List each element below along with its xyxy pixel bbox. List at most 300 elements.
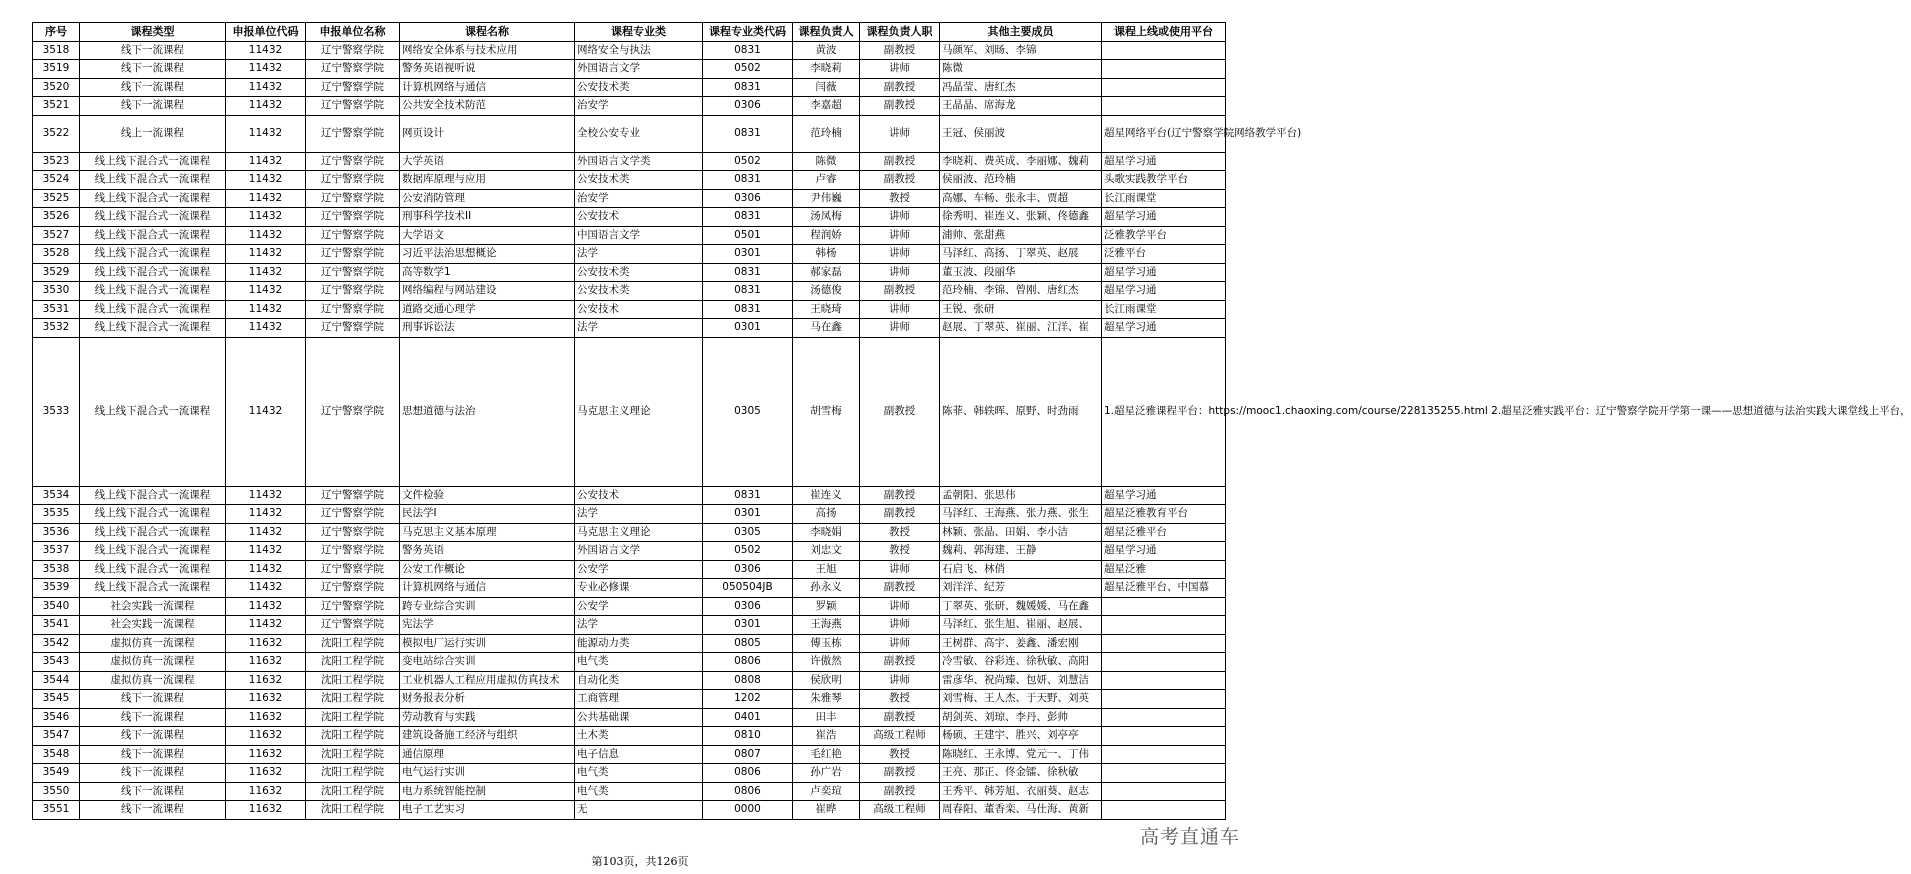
header-major-code: 课程专业类代码 [703,23,793,42]
cell-course-name: 警务英语 [400,542,575,561]
cell-platform: 1.超星泛雅课程平台：https://mooc1.chaoxing.com/course/228135255.html 2.超星泛雅实践平台：辽宁警察学院开学第一课——思想道德与法治实践大课堂线上平台， [1102,337,1226,486]
cell-members: 徐秀明、崔连义、张颖、佟德鑫 [940,208,1102,227]
cell-major-code: 1202 [703,690,793,709]
table-row [33,745,1226,764]
cell-members: 王秀平、韩芳旭、衣丽葵、赵志 [940,782,1102,801]
cell-lead-title: 讲师 [860,226,940,245]
table-row [33,337,1226,486]
table-row [33,801,1226,820]
cell-unit-name: 辽宁警察学院 [306,579,400,598]
cell-index: 3541 [33,616,80,635]
table-row [33,189,1226,208]
cell-lead: 汤凤梅 [793,208,860,227]
cell-course-name: 建筑设备施工经济与组织 [400,727,575,746]
cell-index: 3535 [33,505,80,524]
cell-platform: 头歌实践教学平台 [1102,171,1226,190]
table-row [33,708,1226,727]
cell-course-name: 计算机网络与通信 [400,78,575,97]
cell-major-category: 马克思主义理论 [575,337,703,486]
cell-course-type: 线上线下混合式一流课程 [80,189,226,208]
cell-major-code: 0831 [703,171,793,190]
table-row [33,727,1226,746]
cell-platform: 长江雨课堂 [1102,189,1226,208]
cell-unit-code: 11432 [226,263,306,282]
cell-lead-title: 副教授 [860,782,940,801]
cell-course-type: 线下一流课程 [80,690,226,709]
cell-unit-name: 辽宁警察学院 [306,263,400,282]
cell-index: 3533 [33,337,80,486]
cell-lead: 傅玉栋 [793,634,860,653]
cell-unit-code: 11632 [226,727,306,746]
cell-course-name: 电力系统智能控制 [400,782,575,801]
cell-course-type: 线上线下混合式一流课程 [80,245,226,264]
cell-major-code: 0831 [703,263,793,282]
cell-lead: 郝家磊 [793,263,860,282]
table-row [33,616,1226,635]
cell-index: 3527 [33,226,80,245]
cell-unit-code: 11432 [226,597,306,616]
cell-index: 3529 [33,263,80,282]
cell-platform [1102,745,1226,764]
cell-unit-code: 11632 [226,634,306,653]
header-lead-title: 课程负责人职 [860,23,940,42]
cell-course-type: 线上线下混合式一流课程 [80,505,226,524]
cell-lead: 王海燕 [793,616,860,635]
cell-platform: 超星泛雅平台、中国慕 [1102,579,1226,598]
table-row [33,97,1226,116]
cell-platform: 超星学习通 [1102,263,1226,282]
cell-members: 林颖、张晶、田娟、李小洁 [940,523,1102,542]
cell-members: 马泽红、高扬、丁翠英、赵展 [940,245,1102,264]
cell-major-category: 治安学 [575,189,703,208]
cell-course-name: 道路交通心理学 [400,300,575,319]
table-row [33,690,1226,709]
cell-major-category: 电子信息 [575,745,703,764]
cell-unit-name: 辽宁警察学院 [306,319,400,338]
cell-course-type: 线上线下混合式一流课程 [80,319,226,338]
header-row [33,23,1226,42]
cell-lead-title: 教授 [860,189,940,208]
cell-lead: 卢奕瑄 [793,782,860,801]
cell-platform: 超星学习通 [1102,282,1226,301]
cell-lead: 崔连义 [793,486,860,505]
cell-unit-name: 辽宁警察学院 [306,226,400,245]
cell-index: 3523 [33,152,80,171]
cell-major-category: 自动化类 [575,671,703,690]
cell-lead-title: 副教授 [860,708,940,727]
cell-course-name: 通信原理 [400,745,575,764]
cell-lead: 朱雅琴 [793,690,860,709]
cell-unit-name: 沈阳工程学院 [306,782,400,801]
table-row [33,560,1226,579]
table-row [33,671,1226,690]
cell-major-category: 电气类 [575,764,703,783]
cell-course-type: 线下一流课程 [80,745,226,764]
cell-members: 王锐、张研 [940,300,1102,319]
cell-platform [1102,41,1226,60]
cell-members: 范玲楠、李锦、曾刚、唐红杰 [940,282,1102,301]
cell-members: 石启飞、林俏 [940,560,1102,579]
cell-major-code: 0805 [703,634,793,653]
cell-members: 陈晓红、王永博、党元一、丁伟 [940,745,1102,764]
cell-platform: 超星学习通 [1102,208,1226,227]
cell-major-category: 马克思主义理论 [575,523,703,542]
cell-unit-name: 辽宁警察学院 [306,337,400,486]
table-row [33,41,1226,60]
cell-members: 陈菲、韩轶晖、原野、时劲雨 [940,337,1102,486]
cell-platform [1102,708,1226,727]
cell-lead-title: 副教授 [860,486,940,505]
watermark: 高考直通车 [1140,826,1241,848]
cell-unit-code: 11432 [226,60,306,79]
cell-major-code: 0306 [703,189,793,208]
cell-platform: 长江雨课堂 [1102,300,1226,319]
cell-major-category: 公安技术 [575,208,703,227]
cell-unit-code: 11432 [226,523,306,542]
table-row [33,597,1226,616]
cell-course-type: 线上线下混合式一流课程 [80,226,226,245]
cell-members: 孟朝阳、张思伟 [940,486,1102,505]
cell-course-type: 线上一流课程 [80,115,226,152]
cell-unit-name: 辽宁警察学院 [306,245,400,264]
cell-major-category: 法学 [575,505,703,524]
cell-major-code: 0301 [703,319,793,338]
cell-major-code: 0807 [703,745,793,764]
cell-course-type: 线上线下混合式一流课程 [80,542,226,561]
cell-unit-code: 11432 [226,208,306,227]
table-row [33,486,1226,505]
cell-course-name: 公共安全技术防范 [400,97,575,116]
cell-major-category: 公安学 [575,560,703,579]
cell-course-type: 线上线下混合式一流课程 [80,171,226,190]
cell-index: 3538 [33,560,80,579]
cell-course-name: 刑事科学技术II [400,208,575,227]
header-index: 序号 [33,23,80,42]
cell-course-name: 民法学Ⅰ [400,505,575,524]
cell-major-code: 0831 [703,115,793,152]
cell-unit-code: 11632 [226,782,306,801]
cell-major-category: 网络安全与执法 [575,41,703,60]
cell-course-type: 线下一流课程 [80,801,226,820]
cell-major-code: 050504JB [703,579,793,598]
cell-major-category: 公安学 [575,597,703,616]
cell-lead: 汤德俊 [793,282,860,301]
cell-platform: 超星泛雅平台 [1102,523,1226,542]
cell-unit-code: 11432 [226,505,306,524]
table-row [33,523,1226,542]
cell-lead-title: 讲师 [860,616,940,635]
cell-index: 3536 [33,523,80,542]
cell-index: 3520 [33,78,80,97]
cell-major-category: 公安技术 [575,300,703,319]
cell-course-type: 线下一流课程 [80,78,226,97]
cell-lead-title: 讲师 [860,319,940,338]
cell-index: 3519 [33,60,80,79]
cell-lead-title: 教授 [860,690,940,709]
cell-platform: 超星泛雅 [1102,560,1226,579]
cell-lead: 李嘉超 [793,97,860,116]
cell-platform [1102,782,1226,801]
cell-lead: 崔晔 [793,801,860,820]
cell-lead-title: 副教授 [860,78,940,97]
table-row [33,634,1226,653]
cell-lead-title: 副教授 [860,282,940,301]
cell-unit-name: 辽宁警察学院 [306,189,400,208]
cell-course-type: 线下一流课程 [80,764,226,783]
table-row [33,60,1226,79]
cell-major-code: 0502 [703,542,793,561]
cell-course-name: 财务报表分析 [400,690,575,709]
cell-major-category: 专业必修课 [575,579,703,598]
cell-platform: 泛雅平台 [1102,245,1226,264]
cell-members: 陈微 [940,60,1102,79]
cell-major-category: 法学 [575,319,703,338]
cell-major-code: 0502 [703,152,793,171]
cell-members: 王亮、那正、佟金镭、徐秋敏 [940,764,1102,783]
cell-course-name: 网络编程与网站建设 [400,282,575,301]
cell-lead-title: 教授 [860,745,940,764]
cell-course-type: 线上线下混合式一流课程 [80,486,226,505]
cell-major-code: 0301 [703,505,793,524]
cell-members: 刘洋洋、纪芳 [940,579,1102,598]
cell-index: 3544 [33,671,80,690]
cell-unit-name: 沈阳工程学院 [306,708,400,727]
cell-major-code: 0831 [703,282,793,301]
cell-major-code: 0306 [703,560,793,579]
cell-course-name: 数据库原理与应用 [400,171,575,190]
cell-major-category: 治安学 [575,97,703,116]
cell-unit-name: 沈阳工程学院 [306,745,400,764]
cell-platform [1102,727,1226,746]
cell-lead-title: 教授 [860,542,940,561]
cell-index: 3543 [33,653,80,672]
cell-members: 王晶晶、席海龙 [940,97,1102,116]
cell-index: 3539 [33,579,80,598]
cell-unit-code: 11432 [226,337,306,486]
cell-lead-title: 副教授 [860,579,940,598]
table-row [33,208,1226,227]
cell-platform: 超星学习通 [1102,319,1226,338]
cell-lead-title: 讲师 [860,671,940,690]
cell-platform [1102,653,1226,672]
table-row [33,78,1226,97]
cell-unit-name: 沈阳工程学院 [306,727,400,746]
cell-lead: 侯欣明 [793,671,860,690]
cell-index: 3551 [33,801,80,820]
cell-members: 丁翠英、张研、魏媛媛、马在鑫 [940,597,1102,616]
cell-course-name: 劳动教育与实践 [400,708,575,727]
cell-lead-title: 副教授 [860,653,940,672]
cell-platform: 泛雅教学平台 [1102,226,1226,245]
cell-members: 侯丽波、范玲楠 [940,171,1102,190]
cell-lead: 李晓莉 [793,60,860,79]
cell-lead-title: 讲师 [860,597,940,616]
cell-index: 3521 [33,97,80,116]
table-row [33,115,1226,152]
table-row [33,505,1226,524]
cell-unit-code: 11432 [226,245,306,264]
cell-unit-name: 辽宁警察学院 [306,171,400,190]
cell-course-name: 公安工作概论 [400,560,575,579]
cell-lead: 范玲楠 [793,115,860,152]
cell-index: 3548 [33,745,80,764]
cell-course-name: 网络安全体系与技术应用 [400,41,575,60]
cell-course-name: 思想道德与法治 [400,337,575,486]
cell-course-name: 习近平法治思想概论 [400,245,575,264]
table-row [33,282,1226,301]
cell-course-name: 马克思主义基本原理 [400,523,575,542]
cell-major-category: 能源动力类 [575,634,703,653]
cell-unit-name: 沈阳工程学院 [306,671,400,690]
cell-unit-code: 11432 [226,41,306,60]
cell-major-code: 0810 [703,727,793,746]
cell-unit-name: 辽宁警察学院 [306,597,400,616]
cell-unit-name: 辽宁警察学院 [306,41,400,60]
cell-major-code: 0000 [703,801,793,820]
cell-unit-name: 辽宁警察学院 [306,560,400,579]
cell-major-code: 0301 [703,616,793,635]
cell-members: 李晓莉、费英成、李丽娜、魏莉 [940,152,1102,171]
cell-index: 3528 [33,245,80,264]
cell-lead-title: 高级工程师 [860,727,940,746]
cell-unit-name: 辽宁警察学院 [306,78,400,97]
header-unit-code: 申报单位代码 [226,23,306,42]
cell-lead-title: 讲师 [860,60,940,79]
cell-platform [1102,60,1226,79]
cell-major-code: 0306 [703,597,793,616]
cell-course-name: 跨专业综合实训 [400,597,575,616]
cell-course-type: 线下一流课程 [80,727,226,746]
cell-course-type: 虚拟仿真一流课程 [80,634,226,653]
cell-members: 赵展、丁翠英、崔丽、江洋、崔 [940,319,1102,338]
table-row [33,542,1226,561]
cell-lead: 闫薇 [793,78,860,97]
cell-unit-name: 沈阳工程学院 [306,690,400,709]
cell-course-type: 线上线下混合式一流课程 [80,337,226,486]
cell-lead-title: 副教授 [860,152,940,171]
cell-course-name: 文件检验 [400,486,575,505]
cell-members: 王树群、高宇、姜鑫、潘宏刚 [940,634,1102,653]
cell-platform [1102,671,1226,690]
cell-platform: 超星学习通 [1102,486,1226,505]
cell-course-name: 大学英语 [400,152,575,171]
cell-index: 3532 [33,319,80,338]
cell-course-type: 线上线下混合式一流课程 [80,152,226,171]
cell-unit-name: 辽宁警察学院 [306,300,400,319]
cell-major-category: 公共基础课 [575,708,703,727]
table-row [33,226,1226,245]
cell-unit-code: 11632 [226,690,306,709]
cell-platform [1102,78,1226,97]
table-row [33,152,1226,171]
cell-major-code: 0305 [703,337,793,486]
cell-unit-code: 11432 [226,616,306,635]
cell-lead: 罗颖 [793,597,860,616]
cell-index: 3537 [33,542,80,561]
cell-lead: 陈微 [793,152,860,171]
cell-lead-title: 副教授 [860,171,940,190]
cell-course-type: 线上线下混合式一流课程 [80,300,226,319]
cell-index: 3530 [33,282,80,301]
cell-platform: 超星学习通 [1102,542,1226,561]
header-unit-name: 申报单位名称 [306,23,400,42]
cell-members: 马泽红、张生旭、崔丽、赵展、 [940,616,1102,635]
cell-major-category: 公安技术类 [575,171,703,190]
cell-lead-title: 副教授 [860,97,940,116]
cell-major-code: 0502 [703,60,793,79]
cell-members: 浦帅、张甜燕 [940,226,1102,245]
cell-major-code: 0831 [703,78,793,97]
cell-course-name: 刑事诉讼法 [400,319,575,338]
cell-unit-code: 11432 [226,542,306,561]
cell-lead: 孙广岩 [793,764,860,783]
cell-lead-title: 高级工程师 [860,801,940,820]
cell-major-code: 0808 [703,671,793,690]
cell-index: 3547 [33,727,80,746]
cell-unit-code: 11432 [226,486,306,505]
cell-lead: 马在鑫 [793,319,860,338]
cell-members: 王冠、侯丽波 [940,115,1102,152]
cell-course-type: 线上线下混合式一流课程 [80,579,226,598]
cell-major-code: 0831 [703,486,793,505]
cell-major-category: 法学 [575,616,703,635]
cell-course-type: 线上线下混合式一流课程 [80,523,226,542]
cell-lead: 韩杨 [793,245,860,264]
cell-major-code: 0305 [703,523,793,542]
cell-unit-name: 沈阳工程学院 [306,653,400,672]
cell-platform [1102,801,1226,820]
cell-unit-code: 11432 [226,189,306,208]
cell-lead-title: 讲师 [860,300,940,319]
cell-index: 3549 [33,764,80,783]
cell-major-category: 外国语言文学类 [575,152,703,171]
cell-major-category: 公安技术 [575,486,703,505]
cell-unit-name: 辽宁警察学院 [306,486,400,505]
cell-unit-code: 11632 [226,708,306,727]
cell-lead-title: 副教授 [860,337,940,486]
cell-members: 董玉波、段丽华 [940,263,1102,282]
table-row [33,300,1226,319]
table-row [33,653,1226,672]
cell-course-name: 电气运行实训 [400,764,575,783]
cell-course-name: 宪法学 [400,616,575,635]
cell-course-type: 虚拟仿真一流课程 [80,671,226,690]
cell-major-category: 电气类 [575,653,703,672]
cell-members: 杨硕、王建宇、胜兴、刘亭亭 [940,727,1102,746]
cell-platform: 超星网络平台(辽宁警察学院网络教学平台) [1102,115,1226,152]
table-row [33,171,1226,190]
cell-unit-code: 11432 [226,226,306,245]
cell-major-code: 0501 [703,226,793,245]
cell-lead: 田丰 [793,708,860,727]
cell-lead-title: 教授 [860,523,940,542]
table-row [33,263,1226,282]
cell-course-name: 网页设计 [400,115,575,152]
cell-unit-code: 11432 [226,171,306,190]
cell-lead: 高扬 [793,505,860,524]
table-body [33,41,1911,819]
cell-unit-name: 辽宁警察学院 [306,60,400,79]
cell-course-type: 线下一流课程 [80,41,226,60]
cell-index: 3524 [33,171,80,190]
cell-major-code: 0831 [703,41,793,60]
cell-lead-title: 副教授 [860,764,940,783]
cell-index: 3531 [33,300,80,319]
cell-unit-code: 11632 [226,801,306,820]
cell-unit-name: 辽宁警察学院 [306,208,400,227]
cell-lead-title: 讲师 [860,634,940,653]
cell-platform [1102,97,1226,116]
